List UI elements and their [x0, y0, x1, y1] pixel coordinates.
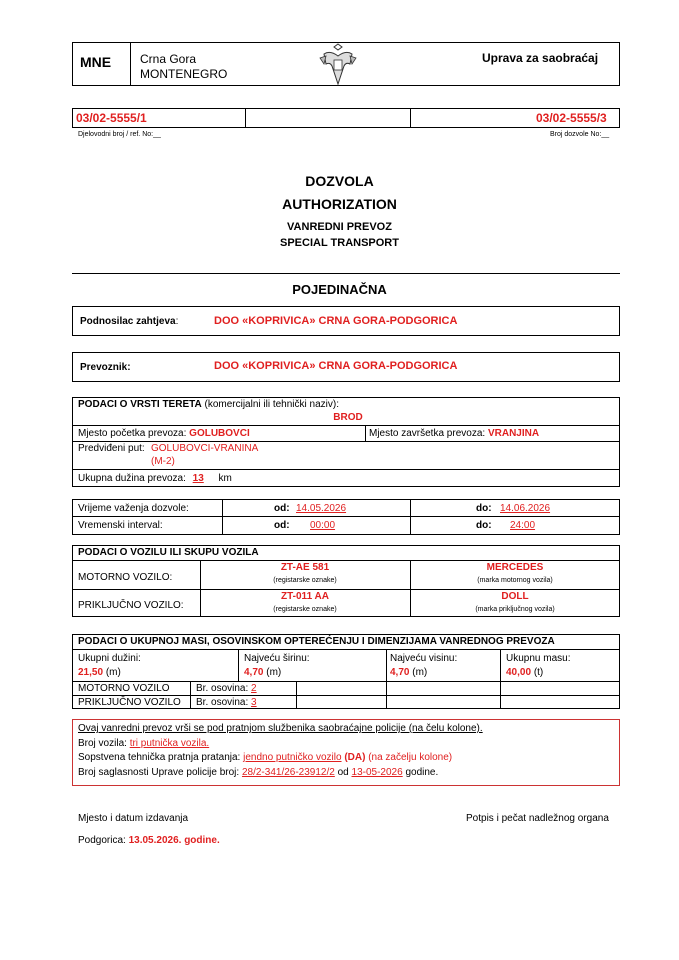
- dims-motor-label: MOTORNO VOZILO: [78, 683, 170, 694]
- carrier-label: Prevoznik:: [80, 362, 131, 373]
- trailer-reg: ZT-011 AA: [281, 591, 329, 602]
- dims-length-value: 21,50: [78, 667, 104, 678]
- motor-reg: ZT-AE 581: [280, 562, 330, 573]
- vehicle-heading: PODACI O VOZILU ILI SKUPU VOZILA: [78, 547, 259, 558]
- motor-make-caption: (marka motornog vozila): [477, 577, 553, 584]
- dims-height-value: 4,70: [390, 667, 410, 678]
- country-en-name: MONTENEGRO: [140, 67, 228, 81]
- dims-trailer-axles: [196, 697, 257, 708]
- applicant-value: DOO «KOPRIVICA» CRNA GORA-PODGORICA: [214, 315, 458, 327]
- consent-od: od: [337, 767, 349, 778]
- interval-from: 00:00: [310, 520, 336, 531]
- consent-number: 28/2-341/26-23912/2: [241, 767, 335, 778]
- cargo-start: [78, 428, 250, 439]
- permit-kind: POJEDINAČNA: [292, 282, 387, 297]
- dims-width: [244, 667, 281, 678]
- cargo-heading-text: PODACI O VRSTI TERETA: [78, 399, 202, 410]
- issue-place-date: [78, 835, 220, 846]
- escort-vehicles-label: Broj vozila:: [78, 738, 127, 749]
- title-authorization: AUTHORIZATION: [282, 196, 397, 212]
- motor-vehicle-label: MOTORNO VOZILO:: [78, 572, 173, 583]
- escort-own-label: Sopstvena tehnička pratnja pratanja:: [78, 752, 241, 763]
- applicant-colon: :: [175, 316, 179, 327]
- dims-mass: [506, 667, 543, 678]
- coat-of-arms-emblem: [316, 40, 360, 88]
- place-date-label: Mjesto i datum izdavanja: [78, 813, 189, 824]
- signature-label: Potpis i pečat nadležnog organa: [466, 813, 609, 824]
- dims-mass-unit: (t): [533, 667, 544, 678]
- consent-date: 13-05-2026: [351, 767, 403, 778]
- ref-number: 03/02-5555/1: [76, 111, 147, 125]
- dims-mass-label: Ukupnu masu:: [506, 653, 571, 664]
- route-label: Predviđeni put:: [78, 443, 145, 454]
- authority-name: Uprava za saobraćaj: [482, 51, 599, 65]
- country-code: MNE: [80, 54, 112, 70]
- ref-label: Djelovodni broj / ref. No:__: [78, 131, 161, 138]
- validity-from: 14.05.2026: [296, 503, 347, 514]
- interval-label: Vremenski interval:: [78, 520, 163, 531]
- escort-own-flag: (DA): [344, 752, 366, 763]
- escort-vehicles-value: tri putnička vozila.: [129, 738, 210, 749]
- dims-heading: PODACI O UKUPNOJ MASI, OSOVINSKOM OPTEREĆENJU I DIMENZIJAMA VANREDNOG PREVOZA: [78, 636, 555, 647]
- escort-own-note: (na začelju kolone): [368, 752, 453, 763]
- dims-width-value: 4,70: [244, 667, 264, 678]
- dims-width-unit: (m): [266, 667, 282, 678]
- dims-length-unit: (m): [105, 667, 121, 678]
- end-label: Mjesto završetka prevoza:: [369, 428, 486, 439]
- length-value: 13: [192, 473, 204, 484]
- consent-tail: godine.: [405, 767, 439, 778]
- transport-length: [78, 473, 232, 484]
- dims-trailer-label: PRIKLJUČNO VOZILO: [78, 697, 181, 708]
- consent-label: Broj saglasnosti Uprave policije broj:: [78, 767, 240, 778]
- trailer-make: DOLL: [501, 591, 529, 602]
- trailer-reg-caption: (registarske oznake): [273, 606, 337, 613]
- cargo-heading-note: (komercijalni ili tehnički naziv):: [204, 399, 339, 410]
- dims-length-label: Ukupni dužini:: [78, 653, 141, 664]
- motor-axles-label: Br. osovina:: [196, 683, 249, 694]
- dims-length: [78, 667, 121, 678]
- validity-from-label: od:: [274, 503, 290, 514]
- cargo-name: BROD: [333, 412, 363, 423]
- motor-axles-value: 2: [251, 683, 257, 694]
- issue-date: 13.05.2026. godine.: [128, 835, 220, 846]
- title-vanredni: VANREDNI PREVOZ: [287, 221, 392, 233]
- dims-mass-value: 40,00: [506, 667, 532, 678]
- title-dozvola: DOZVOLA: [305, 173, 374, 189]
- escort-consent: [78, 767, 438, 778]
- title-special: SPECIAL TRANSPORT: [280, 237, 399, 249]
- interval-to-label: do:: [476, 520, 492, 531]
- carrier-value: DOO «KOPRIVICA» CRNA GORA-PODGORICA: [214, 360, 458, 372]
- permit-label: Broj dozvole No:__: [550, 131, 610, 138]
- permit-number: 03/02-5555/3: [536, 111, 607, 125]
- dims-height: [390, 667, 427, 678]
- dims-height-unit: (m): [412, 667, 428, 678]
- country-local-name: Crna Gora: [140, 52, 197, 66]
- trailer-make-caption: (marka priključnog vozila): [475, 606, 555, 613]
- route-value-2: (M-2): [151, 456, 175, 467]
- applicant-label: [80, 316, 178, 327]
- issue-place: Podgorica:: [78, 835, 126, 846]
- end-value: VRANJINA: [487, 428, 540, 439]
- interval-to: 24:00: [510, 520, 536, 531]
- length-unit: km: [218, 473, 232, 484]
- escort-own: [78, 752, 452, 763]
- cargo-heading: [78, 399, 339, 410]
- validity-to-label: do:: [476, 503, 492, 514]
- validity-label: Vrijeme važenja dozvole:: [78, 503, 189, 514]
- route-value-1: GOLUBOVCI-VRANINA: [151, 443, 259, 454]
- dims-height-label: Najveću visinu:: [390, 653, 458, 664]
- escort-vehicles: [78, 738, 209, 749]
- motor-reg-caption: (registarske oznake): [273, 577, 337, 584]
- start-value: GOLUBOVCI: [189, 428, 250, 439]
- dims-motor-axles: [196, 683, 257, 694]
- escort-own-value: jendno putničko vozilo: [243, 752, 342, 763]
- trailer-axles-value: 3: [251, 697, 257, 708]
- cargo-end: [369, 428, 539, 439]
- motor-make: MERCEDES: [486, 562, 544, 573]
- applicant-label-text: Podnosilac zahtjeva: [80, 316, 176, 327]
- length-label: Ukupna dužina prevoza:: [78, 473, 186, 484]
- dims-width-label: Najveću širinu:: [244, 653, 310, 664]
- interval-from-label: od:: [274, 520, 290, 531]
- escort-line1: Ovaj vanredni prevoz vrši se pod pratnjom službenika saobraćajne policije (na čelu kolone).: [78, 723, 483, 734]
- start-label: Mjesto početka prevoza:: [78, 428, 187, 439]
- validity-to: 14.06.2026: [500, 503, 551, 514]
- trailer-label: PRIKLJUČNO VOZILO:: [78, 600, 184, 611]
- trailer-axles-label: Br. osovina:: [196, 697, 249, 708]
